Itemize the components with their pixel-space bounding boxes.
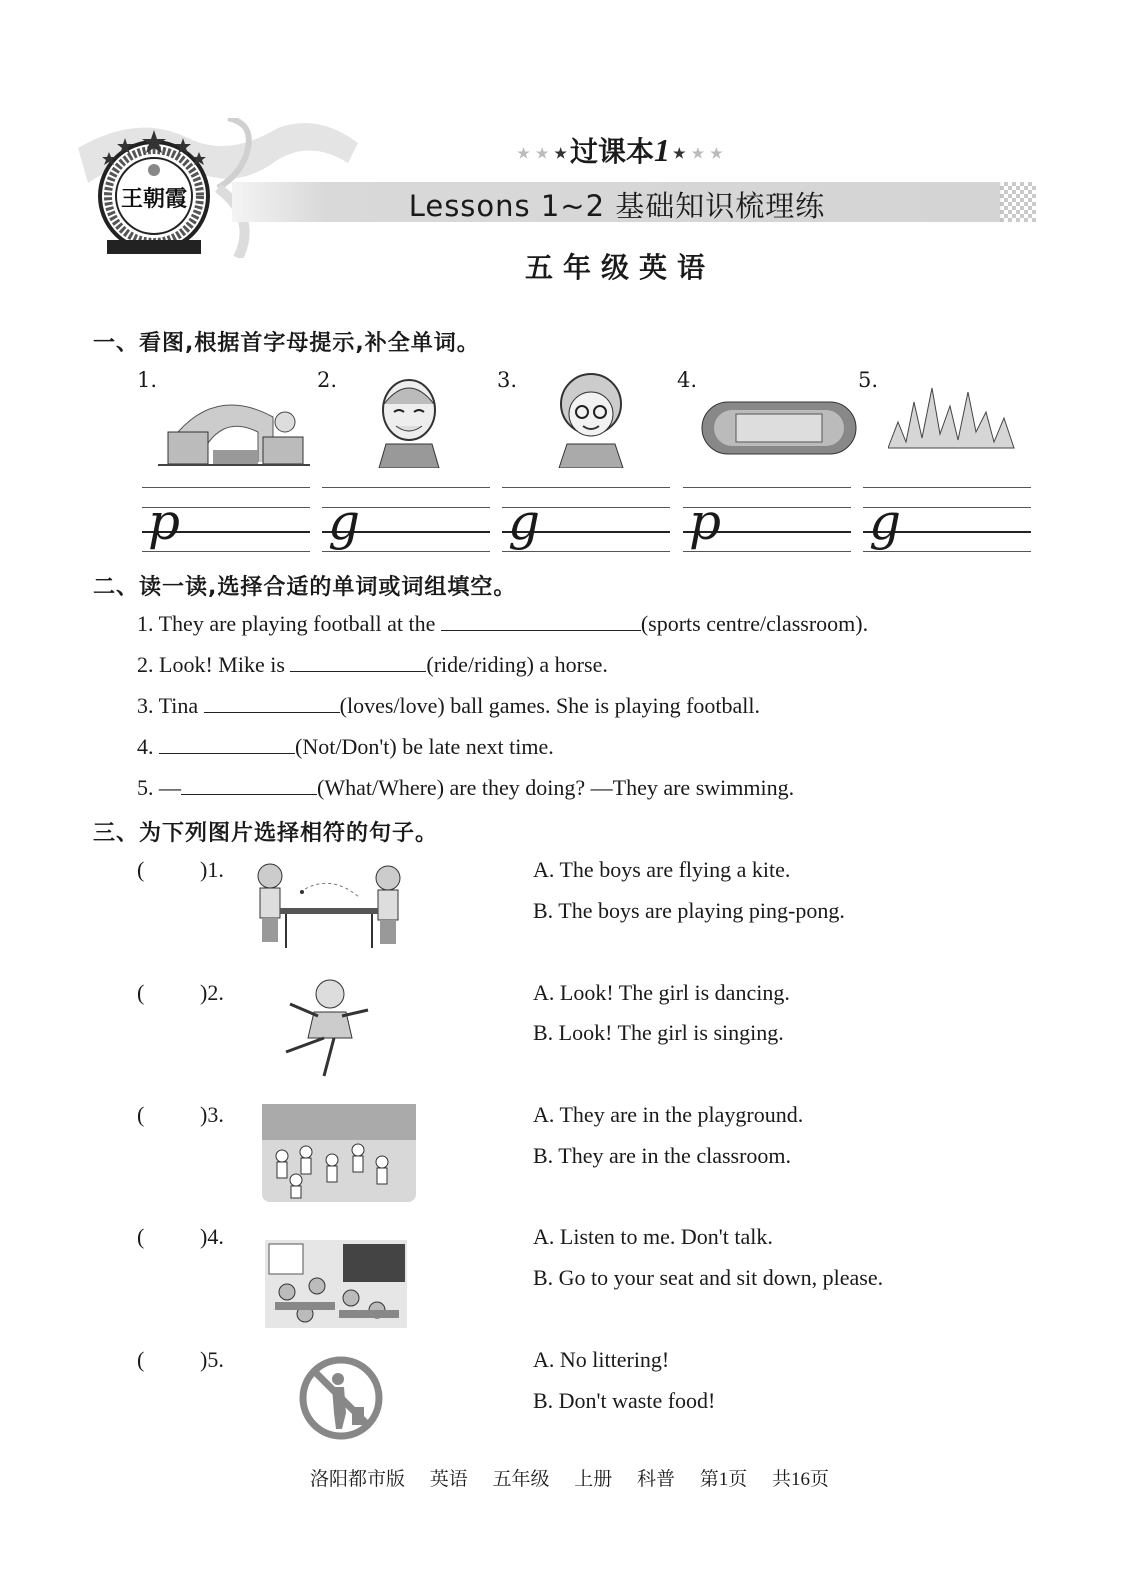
item-number: )3. — [200, 1102, 224, 1127]
item-number: )2. — [200, 980, 224, 1005]
answer-paren-open: ( — [137, 857, 145, 882]
option-b: B. They are in the classroom. — [533, 1143, 792, 1168]
series-title: ★ ★ ★ 过课本1 ★ ★ ★ — [517, 132, 723, 168]
page-footer — [0, 1464, 1139, 1491]
footer-volume: 上册 — [574, 1469, 613, 1490]
answer-box[interactable] — [148, 1102, 198, 1128]
no-littering-icon — [298, 1355, 384, 1441]
option-b: B. Go to your seat and sit down, please. — [533, 1265, 884, 1290]
answer-box[interactable] — [148, 1347, 198, 1373]
answer-blank[interactable] — [181, 774, 317, 795]
answer-writing-lines[interactable] — [322, 487, 490, 557]
banner-checker-pattern — [1000, 182, 1036, 222]
option-b: B. Look! The girl is singing. — [533, 1020, 784, 1045]
grandmother-icon — [553, 372, 629, 468]
initial-letter-hint: p — [689, 493, 722, 551]
part1-item-number: 3. — [497, 368, 518, 392]
part1-item-number: 2. — [317, 368, 338, 392]
grandfather-icon — [374, 376, 444, 468]
part1-item-number: 5. — [858, 368, 879, 392]
initial-letter-hint: g — [869, 493, 902, 551]
answer-box[interactable] — [148, 857, 198, 883]
option-a: A. They are in the playground. — [533, 1102, 804, 1127]
fill-blank-question: 5. — (What/Where) are they doing? —They are swimming. — [137, 775, 795, 800]
part1-item-number: 1. — [137, 368, 158, 392]
initial-letter-hint: g — [328, 493, 361, 551]
ping-pong-icon — [250, 862, 410, 950]
item-number: )5. — [200, 1347, 224, 1372]
option-a: A. No littering! — [533, 1347, 670, 1372]
footer-page: 第1页 — [699, 1469, 748, 1490]
initial-letter-hint: g — [508, 493, 541, 551]
answer-writing-lines[interactable] — [142, 487, 310, 557]
playground-icon — [700, 398, 858, 458]
lesson-title: Lessons 1~2 基础知识梳理练 — [408, 189, 826, 223]
option-a: A. The boys are flying a kite. — [533, 857, 791, 882]
svg-text:王朝霞: 王朝霞 — [120, 186, 188, 212]
fill-blank-question: 3. Tina (loves/love) ball games. She is playing football. — [137, 693, 761, 718]
fill-blank-question: 4. (Not/Don't) be late next time. — [137, 734, 554, 759]
item-number: )4. — [200, 1224, 224, 1249]
answer-writing-lines[interactable] — [863, 487, 1031, 557]
fill-blank-question: 1. They are playing football at the (sports centre/classroom). — [137, 611, 869, 636]
part1-item-number: 4. — [677, 368, 698, 392]
answer-blank[interactable] — [441, 610, 641, 631]
dancing-girl-icon — [278, 976, 370, 1080]
footer-total: 共16页 — [772, 1469, 830, 1490]
answer-writing-lines[interactable] — [683, 487, 851, 557]
answer-writing-lines[interactable] — [502, 487, 670, 557]
answer-blank[interactable] — [290, 651, 426, 672]
answer-box[interactable] — [148, 1224, 198, 1250]
option-a: A. Listen to me. Don't talk. — [533, 1224, 773, 1249]
option-b: B. Don't waste food! — [533, 1388, 716, 1413]
answer-paren-open: ( — [137, 1347, 145, 1372]
answer-blank[interactable] — [159, 733, 295, 754]
answer-box[interactable] — [148, 980, 198, 1006]
answer-paren-open: ( — [137, 1224, 145, 1249]
option-b: B. The boys are playing ping-pong. — [533, 898, 845, 923]
option-a: A. Look! The girl is dancing. — [533, 980, 790, 1005]
answer-blank[interactable] — [204, 692, 340, 713]
footer-edition: 洛阳都市版 — [309, 1469, 405, 1490]
park-icon — [158, 392, 310, 468]
answer-paren-open: ( — [137, 1102, 145, 1127]
brand-logo — [95, 128, 213, 258]
initial-letter-hint: p — [148, 493, 181, 551]
part2-heading: 二、读一读,选择合适的单词或词组填空。 — [93, 575, 517, 600]
part3-heading: 三、为下列图片选择相符的句子。 — [93, 821, 439, 846]
part1-heading: 一、看图,根据首字母提示,补全单词。 — [93, 331, 480, 356]
item-number: )1. — [200, 857, 224, 882]
answer-paren-open: ( — [137, 980, 145, 1005]
classroom-icon — [265, 1240, 407, 1328]
footer-publisher: 科普 — [637, 1469, 676, 1490]
fill-blank-question: 2. Look! Mike is (ride/riding) a horse. — [137, 652, 608, 677]
footer-grade: 五年级 — [492, 1469, 550, 1490]
grass-icon — [888, 382, 1018, 450]
footer-subject: 英语 — [429, 1469, 468, 1490]
playground-kids-icon — [262, 1104, 416, 1202]
grade-subject-title: 五年级英语 — [524, 251, 715, 284]
